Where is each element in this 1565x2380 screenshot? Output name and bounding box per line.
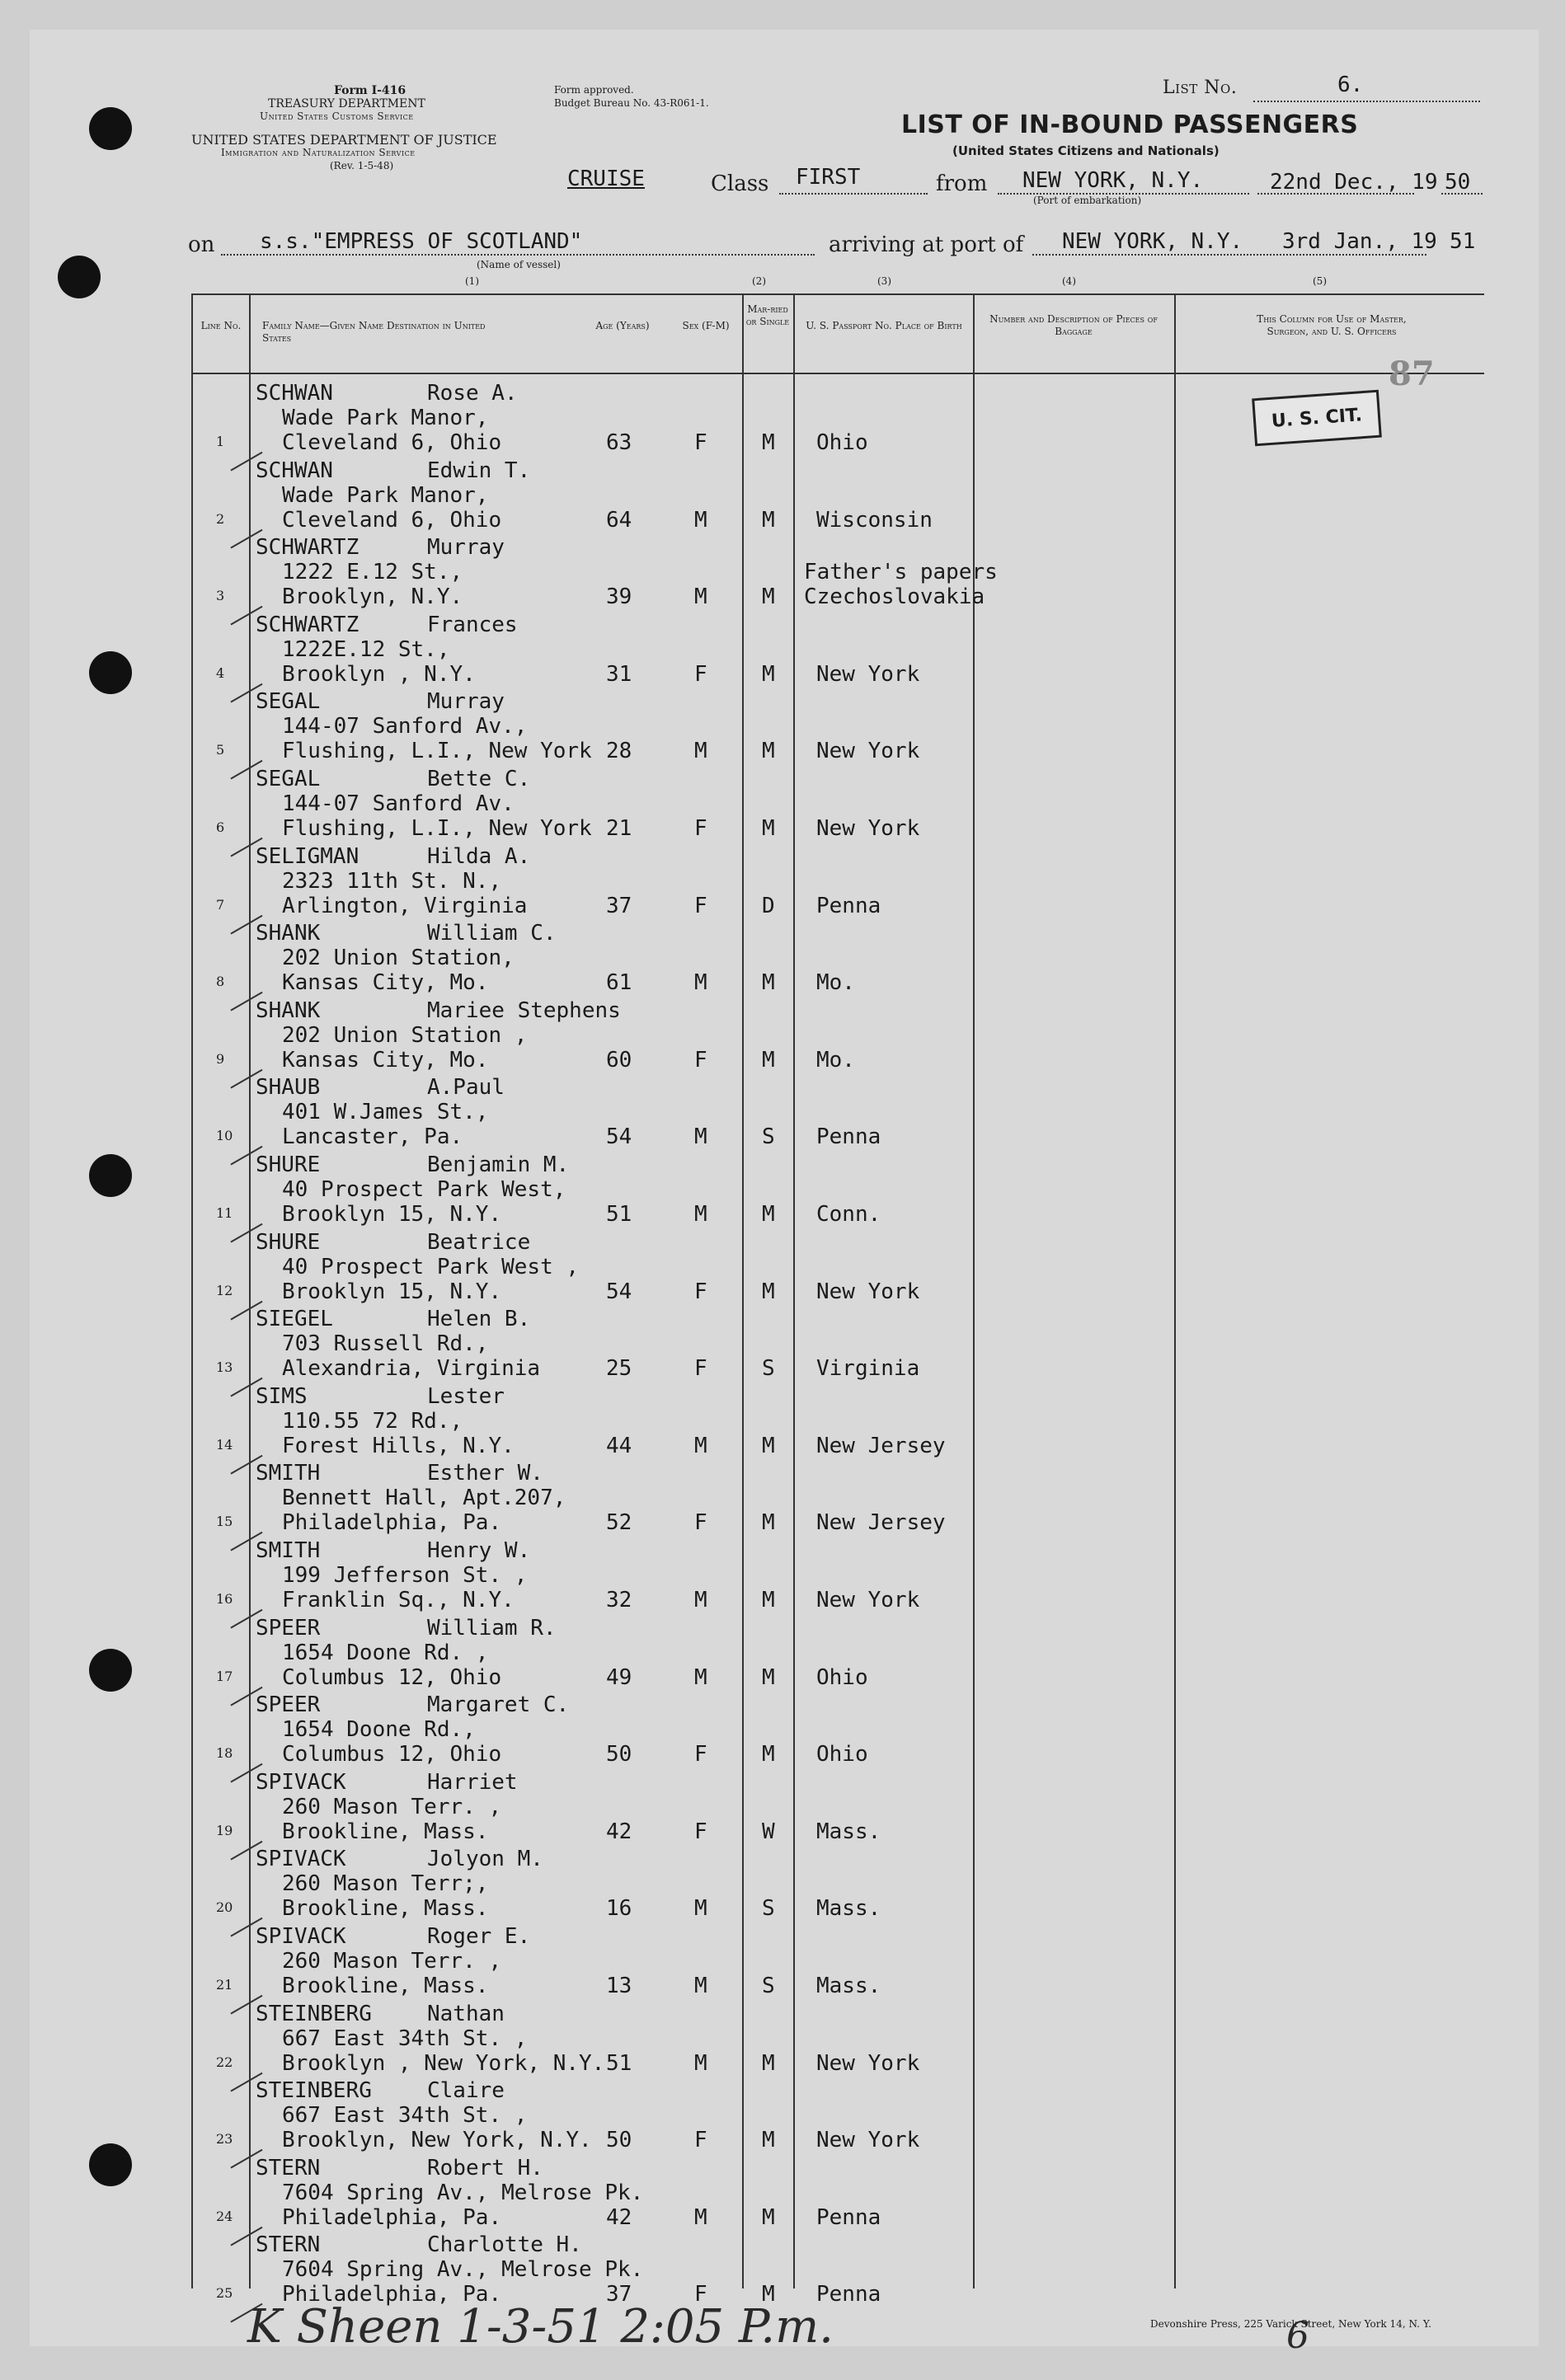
passenger-sex: F [694, 1356, 707, 1382]
passenger-birthplace: New York [816, 739, 920, 764]
passenger-marital-status: S [762, 1974, 775, 1998]
passenger-address-1: 202 Union Station , [282, 1022, 528, 1048]
passenger-marital-status: M [762, 1664, 775, 1690]
passenger-address-1: 202 Union Station, [282, 946, 515, 971]
list-no-label: List No. [1163, 77, 1238, 98]
passenger-birthplace: Mass. [816, 1819, 881, 1844]
on-label: on [188, 232, 215, 257]
passenger-address-1: 144-07 Sanford Av., [282, 714, 528, 739]
customs-service: United States Customs Service [260, 110, 414, 122]
line-number: 5 [216, 742, 225, 758]
passenger-age: 49 [606, 1664, 632, 1690]
arriving-port: NEW YORK, N.Y. [1062, 229, 1243, 254]
passenger-marital-status: W [762, 1819, 775, 1844]
col-header-name: Family Name—Given Name Destination in United States [262, 320, 486, 344]
col-num-4: (4) [1062, 275, 1076, 287]
line-number: 17 [216, 1668, 233, 1684]
passenger-family-name: SEGAL [256, 767, 321, 791]
passenger-address-1: Wade Park Manor, [282, 406, 489, 430]
passenger-given-name: Frances [427, 612, 518, 637]
passenger-given-name: Edwin T. [427, 458, 531, 483]
passenger-address-1: 1222 E.12 St., [282, 560, 463, 585]
passenger-given-name: Margaret C. [427, 1692, 570, 1718]
passenger-sex: M [694, 1664, 707, 1690]
line-number: 8 [216, 974, 225, 990]
arriving-year: 51 [1450, 229, 1476, 254]
from-label: from [936, 171, 988, 196]
passenger-birthplace: New Jersey [816, 1510, 946, 1536]
passenger-given-name: Mariee Stephens [427, 998, 621, 1023]
passenger-sex: M [694, 970, 707, 996]
passenger-birthplace: New York [816, 2128, 920, 2153]
passenger-birthplace: New York [816, 816, 920, 841]
passenger-marital-status: M [762, 1202, 775, 1227]
passenger-address-2: Forest Hills, N.Y. [282, 1433, 515, 1458]
passenger-address-1: 7604 Spring Av., Melrose Pk. [282, 2257, 644, 2283]
table-left-rule [191, 293, 193, 2288]
line-number: 15 [216, 1514, 233, 1530]
passenger-age: 51 [606, 2050, 632, 2076]
passenger-sex: F [694, 816, 707, 841]
line-number: 7 [216, 896, 225, 913]
passenger-address-1: 260 Mason Terr;, [282, 1871, 489, 1897]
passenger-age: 44 [606, 1433, 632, 1458]
passenger-family-name: SHANK [256, 921, 321, 946]
passenger-sex: F [694, 1742, 707, 1767]
col-num-3: (3) [877, 275, 891, 287]
passenger-marital-status: M [762, 1742, 775, 1767]
passenger-marital-status: M [762, 970, 775, 996]
passenger-family-name: SPIVACK [256, 1769, 346, 1795]
passenger-sex: M [694, 2204, 707, 2230]
form-number: Form I-416 [334, 84, 407, 97]
passenger-address-1: 40 Prospect Park West , [282, 1254, 580, 1279]
punch-hole [89, 2143, 132, 2186]
passenger-address-1: 401 W.James St., [282, 1100, 489, 1125]
passenger-age: 13 [606, 1974, 632, 1998]
line-number: 9 [216, 1050, 225, 1067]
passenger-address-2: Columbus 12, Ohio [282, 1742, 502, 1767]
col-header-baggage: Number and Description of Pieces of Baggage [989, 313, 1158, 337]
passenger-marital-status: M [762, 2050, 775, 2076]
passenger-family-name: SELIGMAN [256, 843, 360, 869]
passenger-address-2: Cleveland 6, Ohio [282, 507, 502, 533]
passenger-address-2: Columbus 12, Ohio [282, 1664, 502, 1690]
line-number: 16 [216, 1591, 233, 1607]
from-year-line [1441, 168, 1483, 195]
passenger-family-name: STERN [256, 2155, 321, 2180]
passenger-given-name: William R. [427, 1615, 557, 1641]
line-number: 3 [216, 588, 225, 604]
passenger-age: 50 [606, 1742, 632, 1767]
vessel-caption: (Name of vessel) [477, 259, 561, 270]
passenger-birthplace: Wisconsin [816, 507, 933, 533]
line-number: 20 [216, 1899, 233, 1916]
passenger-age: 21 [606, 816, 632, 841]
punch-hole [89, 651, 132, 694]
vessel-name: s.s."EMPRESS OF SCOTLAND" [260, 229, 583, 254]
line-number: 10 [216, 1128, 233, 1144]
passenger-marital-status: M [762, 1047, 775, 1073]
passenger-address-1: 667 East 34th St. , [282, 2103, 528, 2129]
class-value: FIRST [796, 165, 861, 190]
passenger-given-name: Claire [427, 2078, 505, 2104]
passenger-family-name: SCHWARTZ [256, 535, 360, 561]
passenger-marital-status: D [762, 893, 775, 918]
from-year: 50 [1445, 170, 1471, 195]
passenger-address-1: 1654 Doone Rd. , [282, 1640, 489, 1665]
passenger-address-2: Brooklyn 15, N.Y. [282, 1202, 502, 1227]
passenger-marital-status: M [762, 430, 775, 455]
passenger-given-name: Esther W. [427, 1461, 543, 1486]
from-value: NEW YORK, N.Y. [1022, 168, 1204, 193]
passenger-address-2: Brooklyn, New York, N.Y. [282, 2128, 592, 2153]
arriving-label: arriving at port of [829, 232, 1024, 257]
passenger-address-1: Wade Park Manor, [282, 482, 489, 508]
passenger-family-name: SHAUB [256, 1075, 321, 1101]
line-number: 25 [216, 2285, 233, 2302]
passenger-birthplace: New York [816, 1279, 920, 1304]
form-revision: (Rev. 1-5-48) [330, 160, 394, 171]
passenger-family-name: SPIVACK [256, 1924, 346, 1949]
passenger-sex: M [694, 584, 707, 610]
passenger-birthplace: Penna [816, 1124, 881, 1150]
col-num-1: (1) [465, 275, 479, 287]
ins-service: Immigration and Naturalization Service [221, 147, 416, 158]
cruise-label: CRUISE [567, 167, 645, 191]
passenger-age: 16 [606, 1896, 632, 1922]
passenger-given-name: Robert H. [427, 2155, 543, 2180]
col-header-passport: U. S. Passport No. Place of Birth [806, 320, 962, 331]
passenger-birthplace: Ohio [816, 1742, 868, 1767]
passenger-given-name: Hilda A. [427, 843, 531, 869]
passenger-address-1: Bennett Hall, Apt.207, [282, 1486, 566, 1511]
line-number: 22 [216, 2054, 233, 2070]
passenger-family-name: SPEER [256, 1692, 321, 1718]
arriving-date: 3rd Jan., 19 [1282, 229, 1437, 254]
passenger-age: 28 [606, 739, 632, 764]
passenger-family-name: SCHWARTZ [256, 612, 360, 637]
table-header-rule [191, 373, 1484, 374]
passenger-age: 37 [606, 893, 632, 918]
passenger-age: 37 [606, 2282, 632, 2307]
passenger-given-name: Jolyon M. [427, 1847, 543, 1872]
passenger-birthplace: New York [816, 661, 920, 687]
passenger-sex: F [694, 1047, 707, 1073]
passenger-given-name: Beatrice [427, 1229, 531, 1255]
passenger-address-1: 260 Mason Terr. , [282, 1794, 502, 1819]
passenger-address-2: Brooklyn, N.Y. [282, 584, 463, 610]
passenger-address-2: Kansas City, Mo. [282, 970, 489, 996]
married-col-rule [793, 293, 795, 2288]
punch-hole [89, 107, 132, 150]
passenger-age: 42 [606, 2204, 632, 2230]
form-approved: Form approved. [554, 84, 634, 96]
passenger-age: 60 [606, 1047, 632, 1073]
printer-line: Devonshire Press, 225 Varick Street, New York 14, N. Y. [1150, 2318, 1432, 2330]
passenger-birthplace-2: Czechoslovakia [804, 584, 985, 610]
passenger-marital-status: M [762, 739, 775, 764]
passenger-family-name: SHURE [256, 1152, 321, 1177]
document-title: LIST OF IN-BOUND PASSENGERS [901, 110, 1359, 139]
line-number: 12 [216, 1282, 233, 1298]
passenger-birthplace: Mass. [816, 1896, 881, 1922]
passenger-age: 63 [606, 430, 632, 455]
passenger-family-name: SMITH [256, 1461, 321, 1486]
passenger-given-name: Bette C. [427, 767, 531, 791]
passenger-sex: M [694, 739, 707, 764]
line-number: 2 [216, 510, 225, 527]
line-number: 21 [216, 1977, 233, 1993]
passenger-address-2: Philadelphia, Pa. [282, 1510, 502, 1536]
passenger-address-1: 40 Prospect Park West, [282, 1177, 566, 1202]
passenger-sex: F [694, 893, 707, 918]
line-number: 14 [216, 1436, 233, 1453]
budget-bureau: Budget Bureau No. 43-R061-1. [554, 97, 709, 109]
passenger-marital-status: M [762, 2204, 775, 2230]
passenger-sex: M [694, 1588, 707, 1612]
passenger-address-2: Philadelphia, Pa. [282, 2204, 502, 2230]
line-number: 23 [216, 2131, 233, 2148]
justice-dept: UNITED STATES DEPARTMENT OF JUSTICE [191, 132, 497, 148]
passenger-address-2: Franklin Sq., N.Y. [282, 1588, 515, 1612]
passenger-family-name: SIEGEL [256, 1307, 333, 1332]
passenger-marital-status: M [762, 2128, 775, 2153]
line-number: 4 [216, 664, 225, 681]
passenger-family-name: SPEER [256, 1615, 321, 1641]
passenger-birthplace: Virginia [816, 1356, 920, 1382]
line-number: 24 [216, 2208, 233, 2224]
passenger-address-1: 667 East 34th St. , [282, 2026, 528, 2051]
passenger-family-name: SMITH [256, 1538, 321, 1563]
passenger-address-1: 110.55 72 Rd., [282, 1408, 463, 1434]
passenger-marital-status: M [762, 2282, 775, 2307]
passenger-family-name: SHANK [256, 998, 321, 1023]
passenger-birthplace: Penna [816, 2204, 881, 2230]
passenger-sex: M [694, 1974, 707, 1998]
class-label: Class [711, 171, 769, 196]
passenger-given-name: Henry W. [427, 1538, 531, 1563]
from-date: 22nd Dec., 19 [1270, 170, 1438, 195]
passenger-sex: M [694, 2050, 707, 2076]
stamp-number: 87 [1389, 354, 1435, 393]
punch-hole [89, 1649, 132, 1692]
col-num-5: (5) [1313, 275, 1327, 287]
passenger-marital-status: S [762, 1896, 775, 1922]
passenger-birthplace: Ohio [816, 430, 868, 455]
passenger-sex: F [694, 2282, 707, 2307]
passenger-address-2: Brookline, Mass. [282, 1896, 489, 1922]
passenger-address-2: Brooklyn , N.Y. [282, 661, 476, 687]
passenger-given-name: Nathan [427, 2001, 505, 2026]
passenger-sex: F [694, 661, 707, 687]
col-header-line: Line No. [200, 320, 242, 331]
passenger-address-1: 1654 Doone Rd., [282, 1717, 476, 1743]
passenger-given-name: William C. [427, 921, 557, 946]
passenger-age: 54 [606, 1279, 632, 1304]
passenger-sex: F [694, 1279, 707, 1304]
line-number: 19 [216, 1822, 233, 1838]
passenger-address-1: 1222E.12 St., [282, 636, 450, 662]
list-no-value: 6. [1337, 73, 1364, 97]
passenger-birthplace: Ohio [816, 1664, 868, 1690]
passenger-age: 32 [606, 1588, 632, 1612]
passenger-address-2: Alexandria, Virginia [282, 1356, 541, 1382]
passenger-birthplace: Mo. [816, 1047, 855, 1073]
line-number: 18 [216, 1745, 233, 1762]
col-header-sex: Sex (F-M) [682, 320, 730, 331]
treasury-dept: TREASURY DEPARTMENT [268, 97, 425, 110]
passenger-family-name: SCHWAN [256, 458, 333, 483]
passenger-given-name: Harriet [427, 1769, 518, 1795]
passenger-age: 54 [606, 1124, 632, 1150]
passenger-sex: F [694, 1510, 707, 1536]
passenger-age: 52 [606, 1510, 632, 1536]
passenger-sex: M [694, 1124, 707, 1150]
passenger-address-1: 2323 11th St. N., [282, 868, 502, 894]
passenger-age: 42 [606, 1819, 632, 1844]
passenger-marital-status: M [762, 1588, 775, 1612]
passenger-address-1: 199 Jefferson St. , [282, 1563, 528, 1588]
passenger-sex: F [694, 1819, 707, 1844]
passenger-address-2: Kansas City, Mo. [282, 1047, 489, 1073]
col-num-2: (2) [752, 275, 766, 287]
line-number: 6 [216, 819, 225, 835]
passenger-sex: M [694, 1433, 707, 1458]
passenger-family-name: SCHWAN [256, 381, 333, 406]
passenger-address-2: Brooklyn 15, N.Y. [282, 1279, 502, 1304]
passenger-marital-status: S [762, 1356, 775, 1382]
passenger-marital-status: M [762, 1279, 775, 1304]
punch-hole [89, 1154, 132, 1197]
col-header-officers: This Column for Use of Master, Surgeon, and U. S. Officers [1257, 313, 1407, 337]
passenger-birthplace: Mo. [816, 970, 855, 996]
passenger-sex: M [694, 507, 707, 533]
passenger-age: 51 [606, 1202, 632, 1227]
passenger-family-name: STEINBERG [256, 2078, 372, 2104]
passenger-age: 61 [606, 970, 632, 996]
passenger-sex: F [694, 430, 707, 455]
passenger-birthplace: Father's papers [804, 560, 998, 585]
line-number: 11 [216, 1205, 233, 1221]
passenger-given-name: Benjamin M. [427, 1152, 570, 1177]
passenger-address-2: Brooklyn , New York, N.Y. [282, 2050, 605, 2076]
port-embarkation-caption: (Port of embarkation) [1033, 195, 1142, 206]
passenger-birthplace: New York [816, 1588, 920, 1612]
passenger-sex: M [694, 1202, 707, 1227]
passenger-sex: M [694, 1896, 707, 1922]
us-citizen-stamp: U. S. CIT. [1252, 390, 1382, 447]
passenger-age: 25 [606, 1356, 632, 1382]
passenger-family-name: STERN [256, 2232, 321, 2258]
col-header-married: Mar-ried or Single [745, 303, 790, 327]
passenger-given-name: Lester [427, 1383, 505, 1409]
passenger-birthplace: Penna [816, 2282, 881, 2307]
passenger-marital-status: M [762, 1510, 775, 1536]
passenger-address-2: Brookline, Mass. [282, 1819, 489, 1844]
passenger-address-2: Arlington, Virginia [282, 893, 528, 918]
passenger-family-name: SIMS [256, 1383, 308, 1409]
passenger-given-name: Charlotte H. [427, 2232, 582, 2258]
page-number: 6 [1286, 2315, 1309, 2357]
list-no-line [1253, 81, 1480, 102]
punch-hole [58, 256, 101, 298]
passenger-address-2: Flushing, L.I., New York [282, 739, 592, 764]
document-subtitle: (United States Citizens and Nationals) [952, 143, 1220, 158]
passenger-marital-status: M [762, 584, 775, 610]
passenger-marital-status: S [762, 1124, 775, 1150]
passenger-age: 39 [606, 584, 632, 610]
passenger-address-2: Cleveland 6, Ohio [282, 430, 502, 455]
passenger-given-name: Rose A. [427, 381, 518, 406]
col-header-age: Age (Years) [595, 320, 650, 331]
passenger-family-name: STEINBERG [256, 2001, 372, 2026]
passenger-address-2: Philadelphia, Pa. [282, 2282, 502, 2307]
passenger-family-name: SPIVACK [256, 1847, 346, 1872]
officers-col-rule [1174, 293, 1176, 2288]
passenger-given-name: Murray [427, 535, 505, 561]
passenger-marital-status: M [762, 507, 775, 533]
passenger-address-2: Lancaster, Pa. [282, 1124, 463, 1150]
passenger-birthplace: Mass. [816, 1974, 881, 1998]
sex-col-rule [742, 293, 744, 2288]
inspector-signature: K Sheen 1-3-51 2:05 P.m. [247, 2300, 834, 2354]
passenger-address-2: Flushing, L.I., New York [282, 816, 592, 841]
passenger-family-name: SEGAL [256, 689, 321, 715]
passenger-age: 50 [606, 2128, 632, 2153]
passenger-birthplace: New York [816, 2050, 920, 2076]
passenger-given-name: Murray [427, 689, 505, 715]
passenger-given-name: Helen B. [427, 1307, 531, 1332]
passenger-family-name: SHURE [256, 1229, 321, 1255]
passenger-age: 64 [606, 507, 632, 533]
passenger-address-2: Brookline, Mass. [282, 1974, 489, 1998]
passenger-sex: F [694, 2128, 707, 2153]
passenger-marital-status: M [762, 816, 775, 841]
line-number: 1 [216, 434, 225, 449]
passenger-marital-status: M [762, 661, 775, 687]
passenger-address-1: 7604 Spring Av., Melrose Pk. [282, 2180, 644, 2205]
passenger-given-name: Roger E. [427, 1924, 531, 1949]
passenger-birthplace: New Jersey [816, 1433, 946, 1458]
passenger-address-1: 260 Mason Terr. , [282, 1949, 502, 1974]
table-top-rule [191, 293, 1484, 295]
passenger-age: 31 [606, 661, 632, 687]
passenger-given-name: A.Paul [427, 1075, 505, 1101]
passenger-address-1: 144-07 Sanford Av. [282, 791, 515, 816]
line-number: 13 [216, 1359, 233, 1376]
passenger-birthplace: Penna [816, 893, 881, 918]
passenger-birthplace: Conn. [816, 1202, 881, 1227]
passenger-address-1: 703 Russell Rd., [282, 1331, 489, 1357]
passenger-marital-status: M [762, 1433, 775, 1458]
